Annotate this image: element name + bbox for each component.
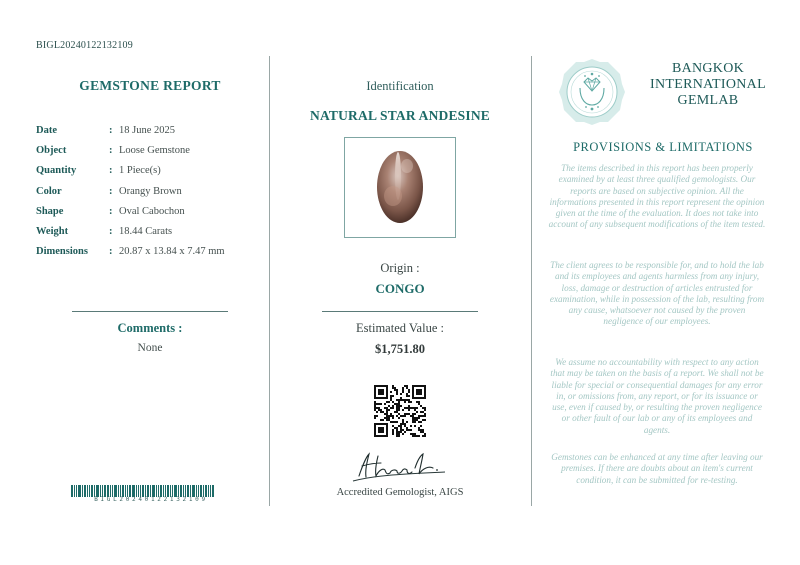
qr-module <box>420 431 422 433</box>
qr-module <box>422 411 424 413</box>
provisions-title: PROVISIONS & LIMITATIONS <box>573 140 753 154</box>
qr-module <box>396 411 398 413</box>
qr-module <box>406 413 408 415</box>
qr-module <box>394 389 396 391</box>
qr-module <box>410 415 412 417</box>
qr-module <box>412 435 414 437</box>
qr-module <box>398 413 400 415</box>
qr-module <box>398 407 400 409</box>
qr-module <box>376 403 378 405</box>
qr-module <box>402 415 404 417</box>
provisions-paragraph: We assume no accountability with respect to any action that may be taken on the basis of a report. We shall not be liable for special or consequential damages for any error in, or omissions from, any report, or for its issuance or use, even if caused by, or resulting the proven negligence or other fault of our lab or any of its employees and agents. <box>550 357 764 435</box>
qr-module <box>412 417 414 419</box>
lab-name <box>640 61 776 109</box>
qr-module <box>398 417 400 419</box>
spec-value: Oval Cabochon <box>119 205 185 217</box>
gemologist-title: Accredited Gemologist, AIGS <box>336 487 464 498</box>
qr-module <box>390 399 392 401</box>
qr-module <box>390 413 392 415</box>
qr-module <box>402 391 404 393</box>
qr-module <box>374 403 376 405</box>
qr-module <box>390 415 392 417</box>
gemstone-photo <box>345 138 455 237</box>
qr-module <box>420 425 422 427</box>
spec-label: Weight <box>36 226 69 238</box>
qr-module <box>408 399 410 401</box>
qr-module <box>414 425 416 427</box>
qr-module <box>388 417 390 419</box>
qr-module <box>404 401 406 403</box>
qr-module <box>392 417 394 419</box>
spec-label: Quantity <box>36 165 77 177</box>
qr-module <box>386 411 388 413</box>
qr-module <box>416 417 418 419</box>
spec-row-color <box>36 181 225 201</box>
comments-value: None <box>137 342 163 354</box>
provisions-paragraph: Gemstones can be enhanced at any time after leaving our premises. If there are doubts about an item's current condition, it can be submitted for re-testing. <box>551 452 763 485</box>
qr-module <box>404 415 406 417</box>
gemstone-photo-frame <box>344 137 456 238</box>
qr-module <box>396 399 398 401</box>
qr-module <box>400 429 402 431</box>
qr-module <box>418 427 420 429</box>
qr-module <box>418 435 420 437</box>
qr-module <box>388 405 390 407</box>
qr-module <box>390 407 392 409</box>
qr-module <box>398 405 400 407</box>
qr-module <box>386 417 388 419</box>
spec-label: Color <box>36 185 62 197</box>
spec-row-dimensions <box>36 242 225 262</box>
qr-module <box>420 429 422 431</box>
spec-value: Orangy Brown <box>119 185 182 197</box>
qr-module <box>390 395 392 397</box>
qr-module <box>394 427 396 429</box>
qr-module <box>412 433 414 435</box>
qr-module <box>374 405 376 407</box>
qr-module <box>376 415 378 417</box>
qr-module <box>400 399 402 401</box>
qr-module <box>380 411 382 413</box>
qr-module <box>416 407 418 409</box>
qr-module <box>396 433 398 435</box>
qr-module <box>414 409 416 411</box>
qr-module <box>396 415 398 417</box>
origin-value: CONGO <box>375 281 425 296</box>
qr-module <box>384 417 386 419</box>
spec-colon: : <box>109 144 113 156</box>
qr-module <box>424 409 426 411</box>
comments-divider <box>72 311 228 312</box>
qr-module <box>418 421 420 423</box>
qr-module <box>378 407 380 409</box>
qr-module <box>414 433 416 435</box>
qr-module <box>418 401 420 403</box>
gem-crown-seal-icon <box>558 58 626 126</box>
qr-module <box>390 391 392 393</box>
qr-module <box>422 435 424 437</box>
qr-module <box>380 409 382 411</box>
qr-module <box>398 403 400 405</box>
stone-name: NATURAL STAR ANDESINE <box>310 108 490 123</box>
qr-module <box>418 403 420 405</box>
qr-module <box>410 401 412 403</box>
qr-module <box>414 419 416 421</box>
qr-module <box>382 419 384 421</box>
qr-module <box>392 433 394 435</box>
qr-module <box>418 415 420 417</box>
qr-module <box>396 409 398 411</box>
qr-module <box>424 435 426 437</box>
column-divider-right <box>531 56 532 506</box>
qr-module <box>396 407 398 409</box>
qr-module <box>408 389 410 391</box>
qr-module <box>410 433 412 435</box>
spec-value: Loose Gemstone <box>119 144 190 156</box>
qr-module <box>384 403 386 405</box>
qr-module <box>416 419 418 421</box>
spec-row-date <box>36 120 225 140</box>
qr-module <box>396 429 398 431</box>
qr-module <box>392 431 394 433</box>
spec-colon: : <box>109 124 113 136</box>
qr-module <box>392 425 394 427</box>
qr-module <box>374 401 376 403</box>
qr-module <box>388 415 390 417</box>
lab-name-line: BANGKOK <box>671 61 745 76</box>
spec-value: 1 Piece(s) <box>119 165 161 177</box>
qr-module <box>406 399 408 401</box>
qr-module <box>406 421 408 423</box>
qr-module <box>400 431 402 433</box>
qr-module <box>424 433 426 435</box>
spec-colon: : <box>109 165 113 177</box>
qr-module <box>412 407 414 409</box>
qr-module <box>392 385 394 387</box>
qr-module <box>408 391 410 393</box>
qr-module <box>378 427 384 433</box>
qr-module <box>420 405 422 407</box>
qr-module <box>402 409 404 411</box>
qr-module <box>392 405 394 407</box>
qr-module <box>398 433 400 435</box>
qr-module <box>424 407 426 409</box>
qr-module <box>412 419 414 421</box>
qr-module <box>378 403 380 405</box>
qr-module <box>390 397 392 399</box>
qr-module <box>422 419 424 421</box>
qr-module <box>404 423 406 425</box>
qr-module <box>386 407 388 409</box>
qr-module <box>394 421 396 423</box>
qr-module <box>388 401 390 403</box>
qr-module <box>378 409 380 411</box>
qr-module <box>392 429 394 431</box>
qr-module <box>404 399 406 401</box>
qr-module <box>402 429 404 431</box>
qr-module <box>374 407 376 409</box>
qr-module <box>396 435 398 437</box>
qr-module <box>384 407 386 409</box>
qr-module <box>398 435 400 437</box>
spec-label: Dimensions <box>36 246 88 258</box>
qr-module <box>414 417 416 419</box>
qr-code <box>374 385 426 437</box>
spec-label: Date <box>36 124 57 136</box>
qr-module <box>386 413 388 415</box>
qr-module <box>388 419 390 421</box>
spec-label: Shape <box>36 205 64 217</box>
spec-row-quantity <box>36 161 225 181</box>
qr-module <box>400 423 402 425</box>
qr-module <box>402 423 404 425</box>
qr-module <box>418 429 420 431</box>
spec-colon: : <box>109 246 113 258</box>
specs-table <box>36 120 225 262</box>
qr-module <box>394 387 396 389</box>
spec-value: 20.87 x 13.84 x 7.47 mm <box>119 246 225 258</box>
qr-module <box>414 407 416 409</box>
qr-module <box>392 395 394 397</box>
qr-module <box>394 411 396 413</box>
qr-module <box>400 425 402 427</box>
lab-name-line: GEMLAB <box>677 93 739 108</box>
qr-module <box>408 407 410 409</box>
qr-module <box>390 421 392 423</box>
origin-label: Origin : <box>380 261 420 275</box>
gemologist-signature <box>345 448 455 488</box>
qr-module <box>376 411 378 413</box>
qr-module <box>408 401 410 403</box>
qr-module <box>398 425 400 427</box>
qr-module <box>380 419 382 421</box>
qr-module <box>416 435 418 437</box>
comments-label: Comments : <box>117 321 183 335</box>
spec-value: 18 June 2025 <box>119 124 175 136</box>
qr-module <box>420 421 422 423</box>
qr-module <box>396 393 398 395</box>
qr-module <box>406 429 408 431</box>
qr-module <box>374 409 376 411</box>
qr-module <box>404 425 406 427</box>
qr-module <box>386 401 388 403</box>
qr-module <box>392 421 394 423</box>
qr-module <box>396 421 398 423</box>
qr-module <box>420 415 422 417</box>
qr-module <box>392 407 394 409</box>
qr-module <box>386 415 388 417</box>
qr-module <box>396 405 398 407</box>
qr-module <box>412 421 414 423</box>
qr-module <box>408 395 410 397</box>
qr-module <box>402 399 404 401</box>
qr-module <box>422 407 424 409</box>
qr-module <box>400 415 402 417</box>
qr-module <box>396 431 398 433</box>
qr-module <box>398 431 400 433</box>
qr-module <box>392 387 394 389</box>
qr-module <box>404 413 406 415</box>
qr-module <box>406 395 408 397</box>
qr-module <box>418 417 420 419</box>
qr-module <box>408 413 410 415</box>
estimated-value: $1,751.80 <box>375 342 425 356</box>
qr-module <box>406 387 408 389</box>
qr-module <box>386 409 388 411</box>
qr-module <box>392 401 394 403</box>
qr-module <box>378 389 384 395</box>
qr-module <box>382 411 384 413</box>
qr-module <box>396 427 398 429</box>
qr-module <box>412 413 414 415</box>
qr-module <box>400 393 402 395</box>
lab-name-line: INTERNATIONAL <box>650 77 766 92</box>
provisions-paragraph: The items described in this report has been properly examined by at least three qualified gemologists. Our reports are based on subjective opinion. All the informations presented in this report represent the opinion given at the time of the evaluation. It does not take into account of any subsequent modifications of the item tested. <box>548 163 766 230</box>
qr-module <box>408 405 410 407</box>
qr-module <box>412 415 414 417</box>
qr-module <box>394 403 396 405</box>
qr-module <box>404 385 406 387</box>
qr-module <box>408 429 410 431</box>
qr-module <box>406 407 408 409</box>
qr-module <box>416 401 418 403</box>
qr-module <box>402 433 404 435</box>
qr-module <box>416 411 418 413</box>
report-title: GEMSTONE REPORT <box>79 78 221 93</box>
qr-module <box>420 411 422 413</box>
qr-module <box>414 421 416 423</box>
qr-module <box>400 405 402 407</box>
qr-module <box>406 393 408 395</box>
qr-module <box>388 409 390 411</box>
qr-module <box>374 417 376 419</box>
qr-module <box>408 409 410 411</box>
spec-colon: : <box>109 205 113 217</box>
qr-module <box>404 407 406 409</box>
spec-row-shape <box>36 201 225 221</box>
qr-module <box>414 413 416 415</box>
spec-colon: : <box>109 185 113 197</box>
qr-module <box>414 435 416 437</box>
qr-module <box>396 391 398 393</box>
spec-row-object <box>36 140 225 160</box>
estimated-value-label: Estimated Value : <box>356 321 444 335</box>
qr-module <box>396 389 398 391</box>
qr-module <box>402 387 404 389</box>
qr-module <box>398 409 400 411</box>
qr-module <box>406 427 408 429</box>
value-divider <box>322 311 478 312</box>
qr-module <box>424 413 426 415</box>
qr-module <box>410 425 412 427</box>
spec-value: 18.44 Carats <box>119 226 173 238</box>
qr-module <box>398 399 400 401</box>
qr-module <box>380 403 382 405</box>
qr-module <box>374 415 376 417</box>
qr-module <box>424 419 426 421</box>
qr-module <box>400 397 402 399</box>
spec-row-weight <box>36 221 225 241</box>
provisions-paragraph: The client agrees to be responsible for, and to hold the lab and its employees and agents harmless from any injury, loss, damage or destruction of articles entrusted for examination, while in possession of the lab, resulting from any cause, whatsoever not caused by the proven negligence of our employees. <box>549 260 765 327</box>
qr-module <box>422 429 424 431</box>
qr-module <box>386 419 388 421</box>
qr-module <box>410 429 412 431</box>
qr-module <box>410 407 412 409</box>
qr-module <box>398 401 400 403</box>
qr-module <box>416 389 422 395</box>
qr-module <box>404 431 406 433</box>
spec-label: Object <box>36 144 67 156</box>
barcode-text: BIGL20240122132109 <box>94 496 208 503</box>
identification-label: Identification <box>366 79 434 93</box>
qr-module <box>402 421 404 423</box>
qr-module <box>400 427 402 429</box>
report-number: BIGL20240122132109 <box>36 40 133 51</box>
qr-module <box>392 415 394 417</box>
qr-module <box>424 415 426 417</box>
qr-module <box>384 413 386 415</box>
qr-module <box>422 415 424 417</box>
spec-colon: : <box>109 226 113 238</box>
qr-module <box>376 407 378 409</box>
qr-module <box>402 389 404 391</box>
qr-module <box>402 419 404 421</box>
qr-module <box>396 403 398 405</box>
qr-module <box>406 385 408 387</box>
qr-module <box>422 431 424 433</box>
